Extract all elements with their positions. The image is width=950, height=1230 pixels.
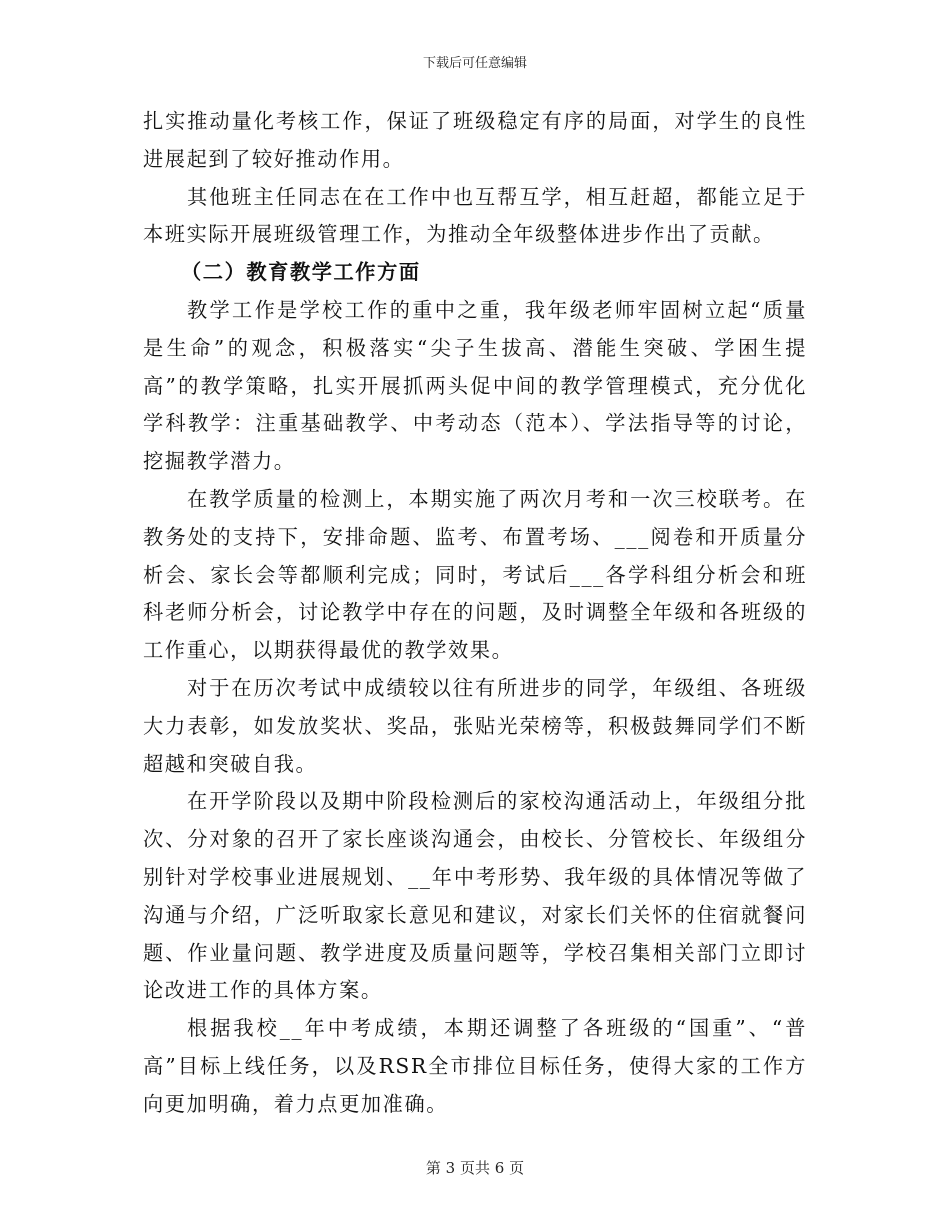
- paragraph-6: 在开学阶段以及期中阶段检测后的家校沟通活动上，年级组分批次、分对象的召开了家长座谈沟通会，由校长、分管校长、年级组分别针对学校事业进展规划、__年中考形势、我年级的具体情况等做了沟通与介绍，广泛听取家长意见和建议，对家长们关怀的住宿就餐问题、作业量问题、教学进度及质量问题等，学校召集相关部门立即讨论改进工作的具体方案。: [143, 789, 807, 1003]
- paragraph-5: 对于在历次考试中成绩较以往有所进步的同学，年级组、各班级大力表彰，如发放奖状、奖品，张贴光荣榜等，积极鼓舞同学们不断超越和突破自我。: [143, 675, 807, 776]
- section-heading: （二）教育教学工作方面: [181, 260, 421, 285]
- paragraph-4: 在教学质量的检测上，本期实施了两次月考和一次三校联考。在教务处的支持下，安排命题、监考、布置考场、___阅卷和开质量分析会、家长会等都顺利完成；同时，考试后___各学科组分析会和班科老师分析会，讨论教学中存在的问题，及时调整全年级和各班级的工作重心，以期获得最优的教学效果。: [143, 486, 807, 663]
- paragraph-1: 扎实推动量化考核工作，保证了班级稳定有序的局面，对学生的良性进展起到了较好推动作用。: [143, 109, 807, 171]
- paragraph-7: 根据我校__年中考成绩，本期还调整了各班级的“国重”、“普高”目标上线任务，以及RSR全市排位目标任务，使得大家的工作方向更加明确，着力点更加准确。: [143, 1016, 807, 1116]
- page-footer: 第 3 页共 6 页: [425, 1159, 525, 1177]
- document-body: [143, 103, 807, 1124]
- page-header: 下载后可任意编辑: [422, 56, 527, 71]
- paragraph-3: 教学工作是学校工作的重中之重，我年级老师牢固树立起“质量是生命”的观念，积极落实“尖子生拔高、潜能生突破、学困生提高”的教学策略，扎实开展抓两头促中间的教学管理模式，充分优化学科教学：注重基础教学、中考动态（范本）、学法指导等的讨论，挖掘教学潜力。: [143, 297, 807, 474]
- paragraph-2: 其他班主任同志在在工作中也互帮互学，相互赶超，都能立足于本班实际开展班级管理工作，为推动全年级整体进步作出了贡献。: [143, 184, 807, 247]
